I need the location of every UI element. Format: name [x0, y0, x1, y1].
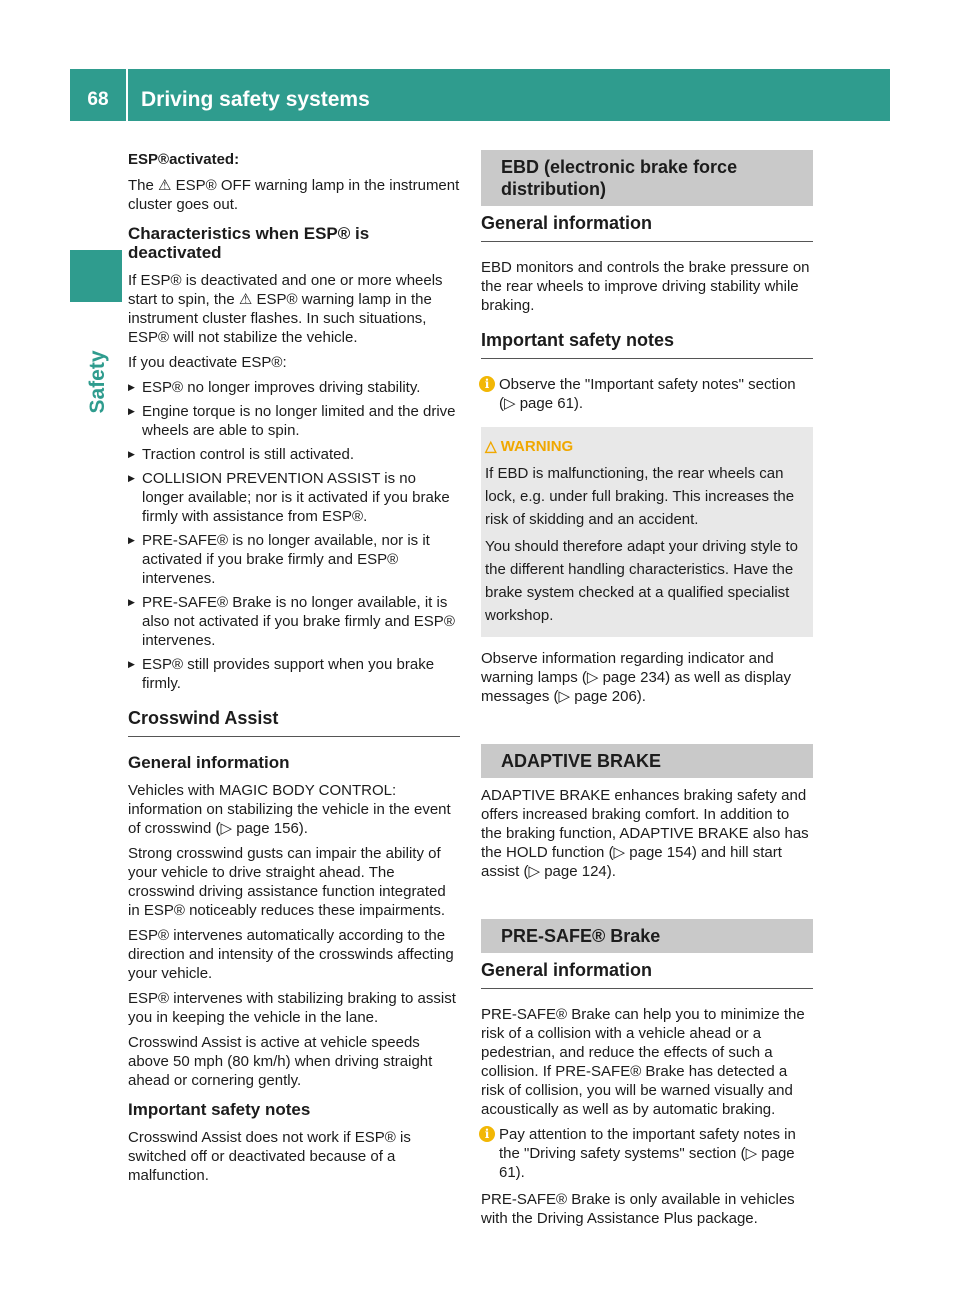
safety-notes-heading: Important safety notes	[128, 1100, 311, 1119]
page-header	[70, 69, 890, 121]
right-column	[481, 150, 813, 1234]
section-label: Safety	[86, 350, 109, 414]
esp-activated-label: ESP®activated:	[128, 151, 240, 168]
list-item: ▶ Traction control is still activated.	[128, 445, 460, 464]
section-tab	[70, 250, 122, 302]
ebd-paragraph: EBD monitors and controls the brake pressure on the rear wheels to improve driving stability while braking.	[481, 259, 810, 314]
list-item: ▶ ESP® no longer improves driving stability.	[128, 378, 460, 397]
header-divider	[126, 69, 128, 121]
list-item: ▶ Engine torque is no longer limited and the drive wheels are able to spin.	[128, 402, 460, 440]
crosswind-p1: Vehicles with MAGIC BODY CONTROL: information on stabilizing the vehicle in the event of crosswind (▷ page 156).	[128, 782, 451, 837]
safety-notes-text: Crosswind Assist does not work if ESP® is switched off or deactivated because of a malfunction.	[128, 1129, 411, 1184]
ebd-safety-heading: Important safety notes	[481, 331, 813, 359]
deactivate-list	[128, 378, 460, 693]
warning-box	[481, 427, 813, 637]
characteristics-paragraph: If ESP® is deactivated and one or more wheels start to spin, the ⚠ ESP® warning lamp in the instrument cluster flashes. In such situations, ESP® will not stabilize the vehicle.	[128, 272, 443, 346]
crosswind-heading: Crosswind Assist	[128, 709, 460, 737]
crosswind-p4: ESP® intervenes with stabilizing braking to assist you in keeping the vehicle in the lane.	[128, 990, 456, 1026]
presafe-p1: PRE-SAFE® Brake can help you to minimize the risk of a collision with a vehicle ahead or a pedestrian, and reduce the effects of such a collision. If PRE-SAFE® Brake has detected a risk of collision, you will be warned visually and acoustically as well as by automatic braking.	[481, 1006, 805, 1118]
warning-triangle-icon: △	[485, 438, 501, 455]
info-note-2	[481, 1125, 813, 1182]
crosswind-p2: Strong crosswind gusts can impair the ability of your vehicle to drive straight ahead. The crosswind driving assistance function integrated in ESP® noticeably reduces these impairments.	[128, 845, 446, 919]
list-item: ▶ PRE-SAFE® is no longer available, nor is it activated if you brake firmly and ESP® intervenes.	[128, 531, 460, 588]
ebd-heading: EBD (electronic brake force distribution)	[481, 150, 813, 206]
adaptive-brake-heading: ADAPTIVE BRAKE	[481, 744, 813, 778]
esp-activated-text: The ⚠ ESP® OFF warning lamp in the instrument cluster goes out.	[128, 177, 460, 213]
crosswind-p5: Crosswind Assist is active at vehicle speeds above 50 mph (80 km/h) when driving straight ahead or cornering gently.	[128, 1034, 433, 1089]
left-column	[128, 150, 460, 1191]
presafe-general-info-heading: General information	[481, 961, 813, 989]
warning-label: WARNING	[500, 438, 574, 455]
observe-paragraph: Observe information regarding indicator and warning lamps (▷ page 234) as well as display messages (▷ page 206).	[481, 650, 792, 705]
presafe-p2: PRE-SAFE® Brake is only available in vehicles with the Driving Assistance Plus package.	[481, 1191, 795, 1227]
page-number: 68	[87, 89, 109, 110]
list-item: ▶ ESP® still provides support when you brake firmly.	[128, 655, 460, 693]
warning-header	[485, 435, 805, 458]
deactivate-intro: If you deactivate ESP®:	[128, 354, 287, 371]
info-icon: i	[479, 376, 495, 392]
adaptive-brake-paragraph: ADAPTIVE BRAKE enhances braking safety and offers increased braking comfort. In addition to the braking function, ADAPTIVE BRAKE also has the HOLD function (▷ page 154) and hill start assist (▷ page 124).	[481, 787, 809, 880]
ebd-general-info-heading: General information	[481, 214, 813, 242]
warning-p2: You should therefore adapt your driving style to the different handling characteristics. Have the brake system checked at a qualified specialist workshop.	[485, 538, 798, 624]
chapter-title: Driving safety systems	[141, 88, 370, 111]
warning-p1: If EBD is malfunctioning, the rear wheels can lock, e.g. under full braking. This increases the risk of skidding and an accident.	[485, 465, 795, 528]
info-note	[481, 375, 813, 413]
characteristics-heading: Characteristics when ESP® is deactivated	[128, 224, 370, 262]
info-note-2-text: Pay attention to the important safety notes in the "Driving safety systems" section (▷ page 61).	[499, 1126, 796, 1181]
list-item: ▶ COLLISION PREVENTION ASSIST is no longer available; nor is it activated if you brake firmly with assistance from ESP®.	[128, 469, 460, 526]
presafe-heading: PRE-SAFE® Brake	[481, 919, 813, 953]
info-icon: i	[479, 1126, 495, 1142]
crosswind-p3: ESP® intervenes automatically according to the direction and intensity of the crosswinds affecting your vehicle.	[128, 927, 454, 982]
list-item: ▶ PRE-SAFE® Brake is no longer available, it is also not activated if you brake firmly and ESP® intervenes.	[128, 593, 460, 650]
info-note-text: Observe the "Important safety notes" section (▷ page 61).	[499, 376, 796, 412]
general-info-heading: General information	[128, 753, 290, 772]
